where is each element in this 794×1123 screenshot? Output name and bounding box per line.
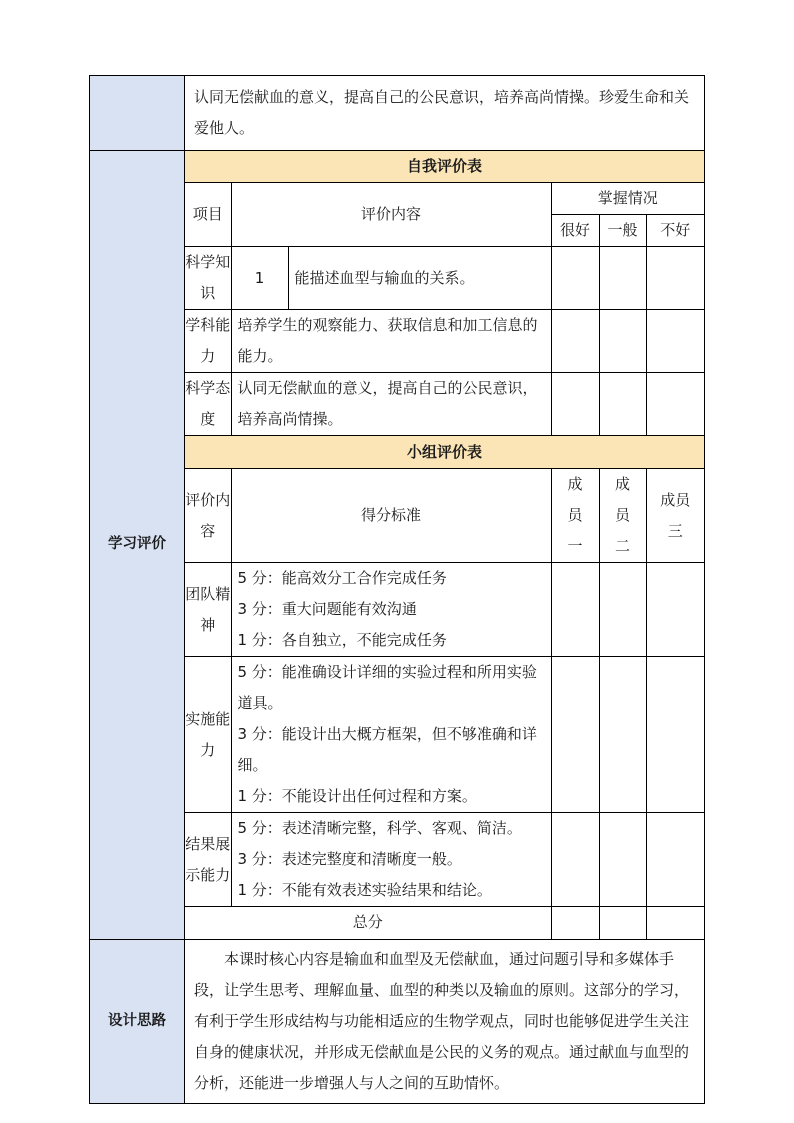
score-cell[interactable] xyxy=(599,813,646,907)
check-cell[interactable] xyxy=(599,247,646,310)
col-content-header: 评价内容 xyxy=(231,183,551,247)
score-cell[interactable] xyxy=(599,657,646,813)
score-cell[interactable] xyxy=(551,563,599,657)
total-label: 总分 xyxy=(185,907,551,939)
self-eval-table xyxy=(185,151,704,939)
total-score-cell[interactable] xyxy=(599,907,646,939)
design-row xyxy=(90,939,705,1103)
criteria-line: 1 分：不能设计出任何过程和方案。 xyxy=(237,787,477,805)
row-content: 能描述血型与输血的关系。 xyxy=(288,247,551,310)
row-item-label: 科学态度 xyxy=(185,373,231,436)
row-item-label: 科学知识 xyxy=(185,247,231,310)
criteria-line: 5 分：能准确设计详细的实验过程和所用实验道具。 xyxy=(237,663,537,712)
table-row xyxy=(185,813,704,907)
score-cell[interactable] xyxy=(599,563,646,657)
criteria-cell xyxy=(231,813,551,907)
row-content: 认同无偿献血的意义，提高自己的公民意识，培养高尚情操。 xyxy=(231,373,551,436)
table-row xyxy=(185,310,704,373)
check-cell[interactable] xyxy=(599,373,646,436)
row-content: 培养学生的观察能力、获取信息和加工信息的能力。 xyxy=(231,310,551,373)
row-item-label: 团队精神 xyxy=(185,563,231,657)
member-two-header: 成员二 xyxy=(599,469,646,563)
row-number: 1 xyxy=(231,247,288,310)
criteria-line: 3 分：能设计出大概方框架，但不够准确和详细。 xyxy=(237,725,537,774)
row-item-label: 学科能力 xyxy=(185,310,231,373)
check-cell[interactable] xyxy=(646,310,704,373)
check-cell[interactable] xyxy=(551,373,599,436)
table-row xyxy=(185,373,704,436)
design-text: 本课时核心内容是输血和血型及无偿献血，通过问题引导和多媒体手段，让学生思考、理解血量、血型的种类以及输血的原则。这部分的学习，有利于学生形成结构与功能相适应的生物学观点，同时也能够促进学生关注自身的健康状况，并形成无偿献血是公民的义务的观点。通过献血与血型的分析，还能进一步增强人与人之间的互助情怀。 xyxy=(185,939,705,1103)
values-label-cell xyxy=(90,76,185,151)
total-score-cell[interactable] xyxy=(551,907,599,939)
group-col-standard-header: 得分标准 xyxy=(231,469,551,563)
score-cell[interactable] xyxy=(551,657,599,813)
learning-eval-row xyxy=(90,151,705,940)
grade-poor: 不好 xyxy=(646,215,704,247)
criteria-line: 3 分：表述完整度和清晰度一般。 xyxy=(237,850,462,868)
group-col-content-header: 评价内容 xyxy=(185,469,231,563)
criteria-line: 1 分：各自独立，不能完成任务 xyxy=(237,631,447,649)
values-text: 认同无偿献血的意义，提高自己的公民意识，培养高尚情操。珍爱生命和关爱他人。 xyxy=(185,76,705,151)
criteria-line: 3 分：重大问题能有效沟通 xyxy=(237,600,417,618)
total-score-cell[interactable] xyxy=(646,907,704,939)
criteria-cell xyxy=(231,563,551,657)
values-row xyxy=(90,76,705,151)
check-cell[interactable] xyxy=(599,310,646,373)
self-eval-title: 自我评价表 xyxy=(185,151,704,183)
member-three-header: 成员三 xyxy=(646,469,704,563)
grade-very-good: 很好 xyxy=(551,215,599,247)
criteria-line: 5 分：能高效分工合作完成任务 xyxy=(237,569,447,587)
design-label: 设计思路 xyxy=(90,939,185,1103)
check-cell[interactable] xyxy=(646,373,704,436)
member-one-header: 成员一 xyxy=(551,469,599,563)
score-cell[interactable] xyxy=(646,813,704,907)
criteria-line: 5 分：表述清晰完整，科学、客观、简洁。 xyxy=(237,819,522,837)
table-row xyxy=(185,657,704,813)
row-item-label: 结果展示能力 xyxy=(185,813,231,907)
evaluation-table xyxy=(89,75,705,1104)
lesson-plan-document xyxy=(89,75,704,1104)
row-item-label: 实施能力 xyxy=(185,657,231,813)
criteria-line: 1 分：不能有效表述实验结果和结论。 xyxy=(237,881,492,899)
group-eval-title: 小组评价表 xyxy=(185,436,704,469)
learning-eval-content xyxy=(185,151,705,940)
col-item-header: 项目 xyxy=(185,183,231,247)
table-row xyxy=(185,563,704,657)
score-cell[interactable] xyxy=(646,657,704,813)
table-row xyxy=(185,247,704,310)
check-cell[interactable] xyxy=(551,310,599,373)
total-row xyxy=(185,907,704,939)
criteria-cell xyxy=(231,657,551,813)
score-cell[interactable] xyxy=(646,563,704,657)
check-cell[interactable] xyxy=(551,247,599,310)
check-cell[interactable] xyxy=(646,247,704,310)
grade-average: 一般 xyxy=(599,215,646,247)
learning-eval-label: 学习评价 xyxy=(90,151,185,940)
col-mastery-header: 掌握情况 xyxy=(551,183,704,215)
score-cell[interactable] xyxy=(551,813,599,907)
